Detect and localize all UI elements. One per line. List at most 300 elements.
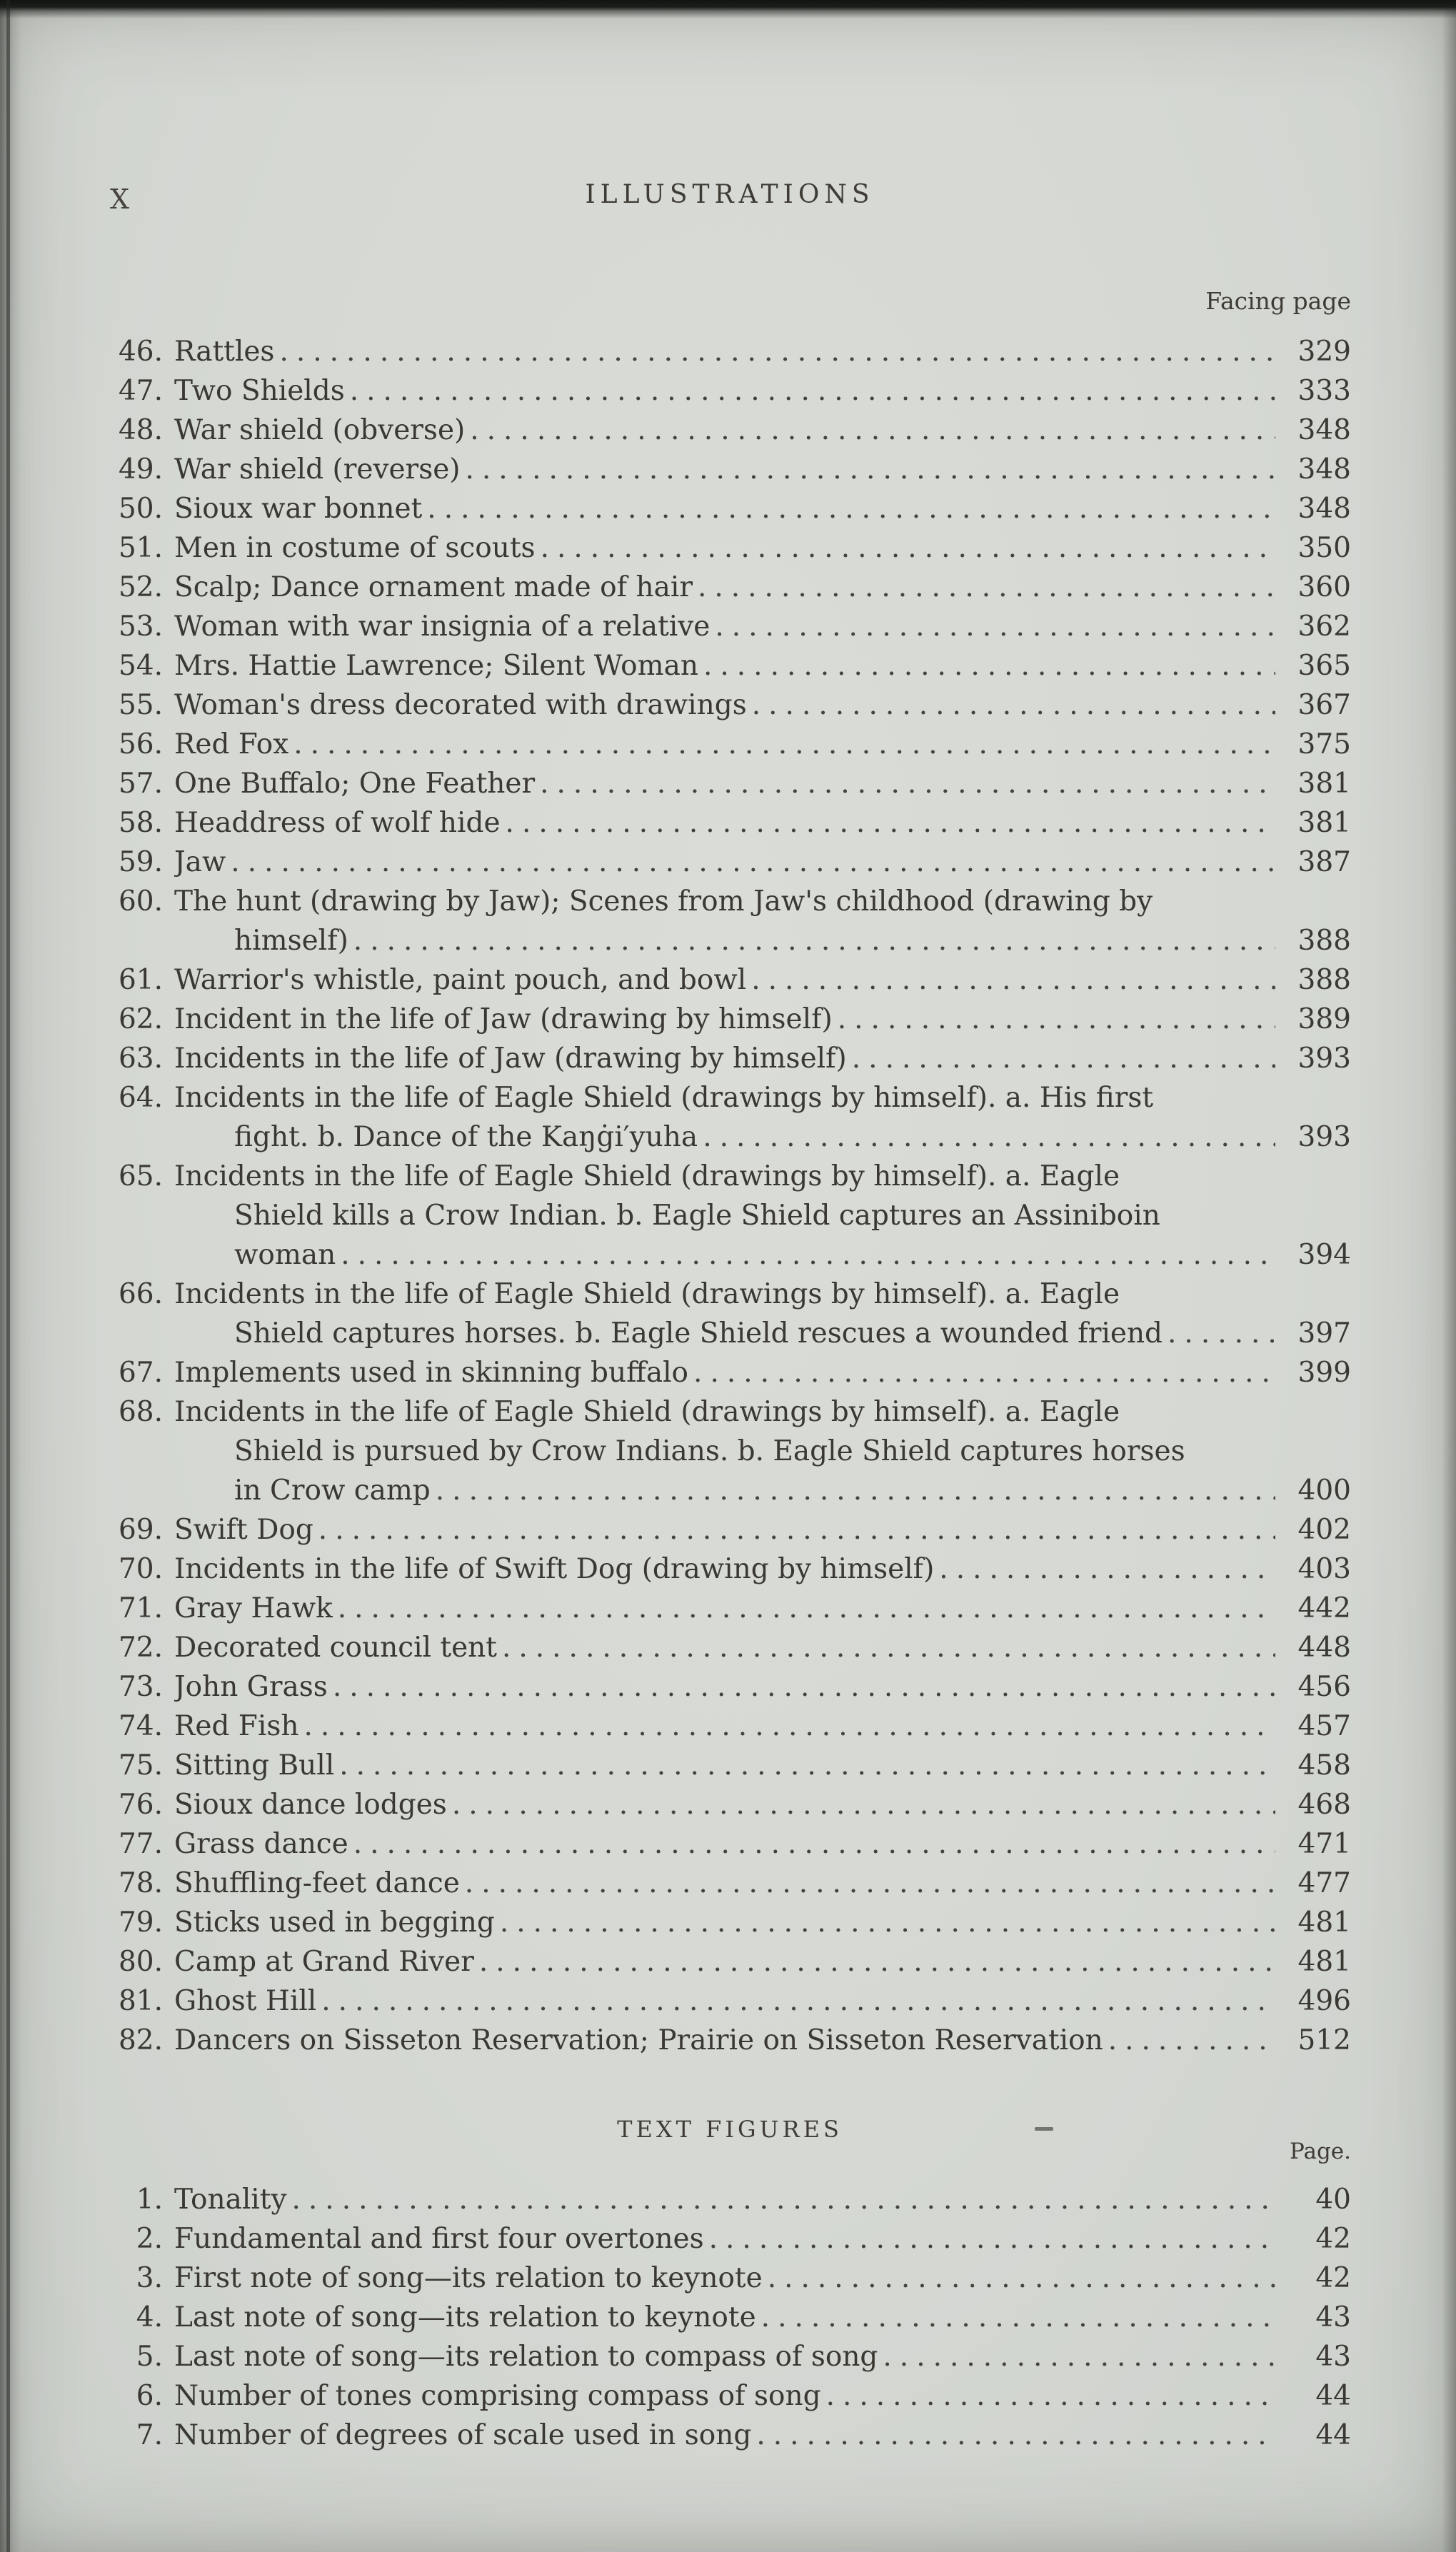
toc-entry [109,1903,1351,1942]
entry-lines [174,1549,1275,1589]
dot-leader [497,1632,1275,1664]
dot-leader [431,1475,1275,1507]
entry-lines [174,2376,1275,2416]
entry-line [174,1353,1275,1392]
entry-text: Sioux dance lodges [174,1789,447,1821]
dot-leader [751,2419,1275,2451]
entry-text: Gray Hawk [174,1592,333,1624]
entry-page-number: 350 [1297,532,1351,564]
entry-lines [174,2337,1275,2376]
entry-lines [174,411,1275,450]
entry-page-number: 394 [1297,1239,1351,1271]
entry-line [174,1196,1275,1235]
entry-number: 77. [118,1828,163,1860]
dot-leader [833,1003,1275,1035]
entry-page-number: 388 [1297,964,1351,996]
entry-text: Sticks used in begging [174,1907,495,1939]
toc-entry [109,882,1351,960]
entry-page-number: 40 [1315,2184,1351,2216]
entry-number: 51. [118,532,163,564]
entry-lines [174,1353,1275,1392]
entry-lines [174,1785,1275,1824]
toc-entry [109,1981,1351,2021]
entry-number: 48. [118,414,163,446]
entry-page-number: 388 [1297,925,1351,957]
entry-page-number: 448 [1297,1632,1351,1664]
entry-page-number: 512 [1297,2024,1351,2056]
entry-text: Jaw [174,846,226,878]
entry-page-number: 362 [1297,611,1351,643]
entry-line [174,843,1275,882]
entry-line [174,371,1275,411]
entry-line [174,764,1275,803]
entry-text: Warrior's whistle, paint pouch, and bowl [174,964,747,996]
entry-line [174,1039,1275,1078]
dot-leader [495,1907,1275,1939]
entry-text: Last note of song—its relation to compass of song [174,2341,878,2373]
scan-line-left [6,0,10,2552]
plates-list [109,332,1351,2060]
toc-entry [109,1000,1351,1039]
entry-number: 55. [118,689,163,721]
dot-leader [447,1789,1275,1821]
entry-line [174,882,1275,921]
entry-text: Shield is pursued by Crow Indians. b. Eagle Shield captures horses [234,1435,1185,1467]
entry-line [174,1707,1275,1746]
entry-lines [174,1824,1275,1864]
entry-page-number: 42 [1315,2223,1351,2255]
dot-leader [698,650,1275,682]
figures-list [109,2180,1351,2455]
dot-leader [345,375,1275,407]
entry-lines [174,489,1275,528]
entry-text: Grass dance [174,1828,348,1860]
entry-number: 67. [118,1357,163,1389]
toc-entry [109,568,1351,607]
page-column-label: Page. [1290,2139,1351,2164]
entry-page-number: 402 [1297,1514,1351,1546]
entry-text: Dancers on Sisseton Reservation; Prairie on Sisseton Reservation [174,2024,1103,2056]
entry-line [174,1785,1275,1824]
dot-leader [348,1828,1275,1860]
entry-text: Decorated council tent [174,1632,497,1664]
entry-page-number: 456 [1297,1671,1351,1703]
entry-lines [174,332,1275,371]
entry-line [174,2337,1275,2376]
entry-line [174,1157,1275,1196]
entry-line [174,1392,1275,1432]
scan-artifact-dash [1035,2127,1053,2131]
entry-line [174,1549,1275,1589]
entry-line [174,489,1275,528]
toc-entry [109,1275,1351,1353]
entry-lines [174,607,1275,646]
entry-page-number: 389 [1297,1003,1351,1035]
scan-edge-top [0,0,1456,19]
dot-leader [328,1671,1275,1703]
dot-leader [287,2184,1276,2216]
dot-leader [288,728,1275,760]
entry-text: Shield kills a Crow Indian. b. Eagle Shield captures an Assiniboin [234,1200,1160,1232]
dot-leader [1163,1317,1275,1350]
entry-lines [174,2219,1275,2259]
entry-page-number: 375 [1297,728,1351,760]
entry-text: Mrs. Hattie Lawrence; Silent Woman [174,650,698,682]
entry-number: 80. [118,1946,163,1978]
dot-leader [536,532,1275,564]
toc-entry [109,1864,1351,1903]
entry-number: 46. [118,336,163,368]
entry-lines [174,1510,1275,1549]
entry-number: 2. [136,2223,163,2255]
entry-page-number: 458 [1297,1749,1351,1782]
toc-entry [109,1785,1351,1824]
entry-text: Rattles [174,336,275,368]
entry-text: Number of tones comprising compass of song [174,2380,821,2412]
entry-lines [174,1707,1275,1746]
entry-text: Number of degrees of scale used in song [174,2419,752,2451]
entry-text: Men in costume of scouts [174,532,536,564]
entry-number: 74. [118,1710,163,1742]
page-number-roman: X [110,184,131,215]
entry-lines [174,1157,1275,1275]
running-head-title: ILLUSTRATIONS [585,180,875,209]
toc-entry [109,960,1351,1000]
entry-line [174,1667,1275,1707]
dot-leader [934,1553,1275,1585]
entry-number: 52. [118,571,163,603]
dot-leader [461,453,1275,486]
entry-page-number: 365 [1297,650,1351,682]
entry-line [174,607,1275,646]
toc-entry [109,607,1351,646]
entry-number: 1. [136,2184,163,2216]
entry-line [174,2376,1275,2416]
toc-entry [109,1353,1351,1392]
entry-number: 68. [118,1396,163,1428]
entry-number: 65. [118,1160,163,1192]
toc-entry [109,1039,1351,1078]
entry-line [174,2180,1275,2219]
entry-page-number: 471 [1297,1828,1351,1860]
entry-line [174,2298,1275,2337]
toc-entry [109,2298,1351,2337]
scan-edge-left [0,0,21,2552]
entry-line [174,921,1275,960]
toc-entry [109,843,1351,882]
entry-lines [174,2180,1275,2219]
entry-text: himself) [234,925,348,957]
entry-number: 61. [118,964,163,996]
entry-line [174,685,1275,725]
dot-leader [821,2380,1275,2412]
toc-entry [109,2376,1351,2416]
toc-entry [109,2337,1351,2376]
entry-lines [174,1903,1275,1942]
entry-page-number: 457 [1297,1710,1351,1742]
entry-page-number: 381 [1297,768,1351,800]
dot-leader [698,1121,1275,1153]
entry-page-number: 468 [1297,1789,1351,1821]
entry-page-number: 496 [1297,1985,1351,2017]
toc-entry [109,489,1351,528]
entry-number: 82. [118,2024,163,2056]
entry-lines [174,1628,1275,1667]
entry-lines [174,764,1275,803]
entry-page-number: 360 [1297,571,1351,603]
entry-page-number: 400 [1297,1475,1351,1507]
toc-entry [109,1942,1351,1981]
facing-page-column-label: Facing page [1205,287,1351,315]
entry-lines [174,528,1275,568]
entry-text: Ghost Hill [174,1985,317,2017]
entry-text: Sioux war bonnet [174,493,423,525]
dot-leader [756,2301,1275,2334]
dot-leader [298,1710,1275,1742]
entry-line [174,411,1275,450]
toc-entry [109,1707,1351,1746]
entry-page-number: 393 [1297,1043,1351,1075]
entry-lines [174,2259,1275,2298]
entry-text: Shield captures horses. b. Eagle Shield rescues a wounded friend [234,1317,1163,1350]
entry-text: in Crow camp [234,1475,431,1507]
entry-text: The hunt (drawing by Jaw); Scenes from Jaw's childhood (drawing by [174,885,1153,918]
entry-number: 54. [118,650,163,682]
dot-leader [535,768,1275,800]
toc-entry [109,371,1351,411]
entry-number: 58. [118,807,163,839]
dot-leader [847,1043,1275,1075]
dot-leader [710,611,1275,643]
entry-line [174,1628,1275,1667]
entry-number: 59. [118,846,163,878]
entry-number: 66. [118,1278,163,1310]
entry-lines [174,725,1275,764]
entry-number: 57. [118,768,163,800]
toc-entry [109,803,1351,843]
dot-leader [501,807,1275,839]
entry-lines [174,1981,1275,2021]
toc-entry [109,332,1351,371]
toc-entry [109,1824,1351,1864]
dot-leader [274,336,1275,368]
entry-line [174,1903,1275,1942]
entry-lines [174,2298,1275,2337]
toc-entry [109,2259,1351,2298]
entry-line [174,1275,1275,1314]
entry-line [174,960,1275,1000]
entry-page-number: 367 [1297,689,1351,721]
entry-number: 78. [118,1867,163,1899]
entry-text: Camp at Grand River [174,1946,474,1978]
entry-number: 53. [118,611,163,643]
entry-lines [174,1000,1275,1039]
toc-entry [109,1157,1351,1275]
entry-page-number: 399 [1297,1357,1351,1389]
entry-line [174,1000,1275,1039]
entry-number: 75. [118,1749,163,1782]
entry-line [174,1314,1275,1353]
entry-number: 60. [118,885,163,918]
toc-entry [109,1746,1351,1785]
entry-number: 7. [136,2419,163,2451]
toc-entry [109,1628,1351,1667]
entry-page-number: 397 [1297,1317,1351,1350]
entry-text: Incidents in the life of Swift Dog (drawing by himself) [174,1553,935,1585]
entry-line [174,450,1275,489]
entry-text: War shield (reverse) [174,453,461,486]
entry-page-number: 348 [1297,414,1351,446]
entry-line [174,1078,1275,1117]
entry-number: 63. [118,1043,163,1075]
dot-leader [746,964,1275,996]
entry-lines [174,568,1275,607]
entry-line [174,528,1275,568]
entry-number: 69. [118,1514,163,1546]
entry-lines [174,1667,1275,1707]
entry-page-number: 348 [1297,493,1351,525]
entry-number: 62. [118,1003,163,1035]
entry-lines [174,685,1275,725]
entry-text: Tonality [174,2184,287,2216]
dot-leader [316,1985,1275,2017]
dot-leader [763,2262,1275,2294]
entry-number: 5. [136,2341,163,2373]
entry-line [174,2021,1275,2060]
entry-number: 76. [118,1789,163,1821]
entry-page-number: 333 [1297,375,1351,407]
entry-lines [174,450,1275,489]
entry-line [174,646,1275,685]
dot-leader [693,571,1275,603]
dot-leader [333,1592,1275,1624]
entry-text: Two Shields [174,375,345,407]
entry-page-number: 44 [1315,2380,1351,2412]
dot-leader [460,1867,1275,1899]
entry-number: 72. [118,1632,163,1664]
toc-entry [109,411,1351,450]
toc-entry [109,1667,1351,1707]
entry-line [174,1432,1275,1471]
entry-lines [174,1039,1275,1078]
entry-lines [174,1942,1275,1981]
entry-number: 71. [118,1592,163,1624]
entry-number: 3. [136,2262,163,2294]
entry-line [174,1981,1275,2021]
entry-page-number: 329 [1297,336,1351,368]
entry-lines [174,1392,1275,1510]
book-page-content [109,180,1351,2455]
text-figures-heading: TEXT FIGURES [617,2116,843,2143]
entry-number: 4. [136,2301,163,2334]
entry-number: 6. [136,2380,163,2412]
entry-text: Swift Dog [174,1514,313,1546]
entry-text: Red Fish [174,1710,299,1742]
entry-line [174,725,1275,764]
dot-leader [474,1946,1275,1978]
entry-page-number: 43 [1315,2341,1351,2373]
entry-line [174,568,1275,607]
dot-leader [465,414,1275,446]
entry-text: woman [234,1239,336,1271]
entry-page-number: 381 [1297,807,1351,839]
entry-lines [174,646,1275,685]
dot-leader [348,925,1275,957]
entry-lines [174,1746,1275,1785]
toc-entry [109,1392,1351,1510]
entry-lines [174,1864,1275,1903]
entry-line [174,1117,1275,1157]
entry-text: fight. b. Dance of the Kaŋġi′yuha [234,1121,698,1153]
dot-leader [334,1749,1275,1782]
entry-lines [174,2021,1275,2060]
toc-entry [109,685,1351,725]
entry-lines [174,803,1275,843]
entry-text: Incidents in the life of Eagle Shield (drawings by himself). a. Eagle [174,1396,1120,1428]
entry-text: Incidents in the life of Eagle Shield (drawings by himself). a. Eagle [174,1278,1120,1310]
entry-line [174,1824,1275,1864]
entry-line [174,1942,1275,1981]
entry-line [174,803,1275,843]
entry-text: Shuffling-feet dance [174,1867,460,1899]
entry-page-number: 481 [1297,1946,1351,1978]
entry-line [174,2219,1275,2259]
entry-page-number: 442 [1297,1592,1351,1624]
entry-lines [174,1589,1275,1628]
entry-text: Incidents in the life of Eagle Shield (drawings by himself). a. Eagle [174,1160,1120,1192]
entry-line [174,1746,1275,1785]
entry-text: First note of song—its relation to keynote [174,2262,763,2294]
entry-text: Sitting Bull [174,1749,335,1782]
dot-leader [688,1357,1275,1389]
dot-leader [747,689,1275,721]
running-head [109,180,1351,218]
entry-text: One Buffalo; One Feather [174,768,536,800]
entry-page-number: 44 [1315,2419,1351,2451]
entry-line [174,1589,1275,1628]
toc-entry [109,2021,1351,2060]
entry-page-number: 477 [1297,1867,1351,1899]
entry-lines [174,882,1275,960]
entry-number: 64. [118,1082,163,1114]
toc-entry [109,2180,1351,2219]
entry-line [174,1510,1275,1549]
entry-page-number: 481 [1297,1907,1351,1939]
entry-number: 47. [118,375,163,407]
entry-text: Headdress of wolf hide [174,807,501,839]
toc-entry [109,528,1351,568]
dot-leader [1103,2024,1275,2056]
toc-entry [109,1549,1351,1589]
entry-lines [174,960,1275,1000]
toc-entry [109,1078,1351,1157]
toc-entry [109,1589,1351,1628]
entry-line [174,2259,1275,2298]
dot-leader [226,846,1275,878]
entry-lines [174,2416,1275,2455]
dot-leader [878,2341,1275,2373]
dot-leader [313,1514,1275,1546]
entry-text: War shield (obverse) [174,414,466,446]
entry-number: 73. [118,1671,163,1703]
entry-number: 50. [118,493,163,525]
entry-page-number: 403 [1297,1553,1351,1585]
entry-text: Incident in the life of Jaw (drawing by himself) [174,1003,833,1035]
toc-entry [109,2416,1351,2455]
entry-lines [174,371,1275,411]
scan-edge-right [1442,0,1456,2552]
entry-page-number: 348 [1297,453,1351,486]
